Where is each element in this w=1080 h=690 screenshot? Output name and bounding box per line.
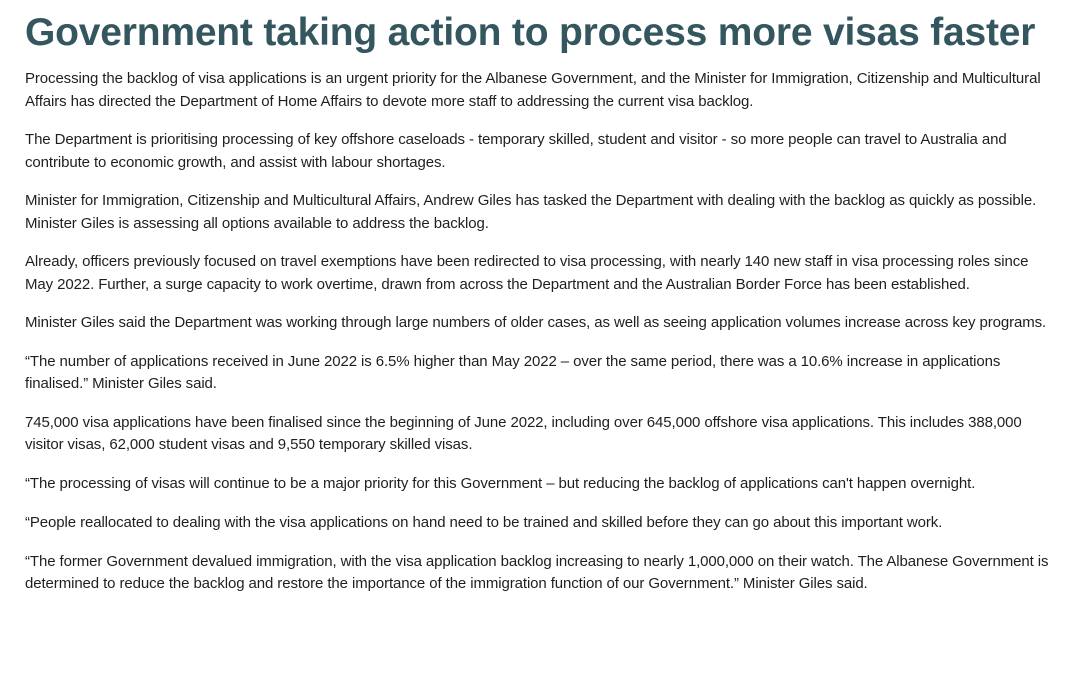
article-paragraph: “The processing of visas will continue to be a major priority for this Government – but reducing the backlog of applications can't happen overnight. [25, 474, 976, 492]
article-paragraph: Minister for Immigration, Citizenship and Multicultural Affairs, Andrew Giles has tasked the Department with dealing with the backlog as quickly as possible. Minister Giles is assessing all options available to address the backlog. [25, 192, 1037, 232]
article-paragraph: “The number of applications received in June 2022 is 6.5% higher than May 2022 – over the same period, there was a 10.6% increase in applications finalised.” Minister Giles said. [25, 352, 1001, 392]
article-paragraph: Processing the backlog of visa applications is an urgent priority for the Albanese Government, and the Minister for Immigration, Citizenship and Multicultural Affairs has directed the Department of Home Affairs to devote more staff to addressing the current visa backlog. [25, 70, 1041, 110]
article-paragraph: The Department is prioritising processing of key offshore caseloads - temporary skilled, student and visitor - so more people can travel to Australia and contribute to economic growth, and assist with labour shortages. [25, 131, 1007, 171]
article-paragraph: Already, officers previously focused on travel exemptions have been redirected to visa processing, with nearly 140 new staff in visa processing roles since May 2022. Further, a surge capacity to work overtime, drawn from across the Department and the Australian Border Force has been established. [25, 253, 1029, 293]
article-paragraph: Minister Giles said the Department was working through large numbers of older cases, as well as seeing application volumes increase across key programs. [25, 314, 1047, 331]
article-paragraph: “People reallocated to dealing with the visa applications on hand need to be trained and skilled before they can go about this important work. [25, 514, 943, 531]
article-paragraph: “The former Government devalued immigration, with the visa application backlog increasing to nearly 1,000,000 on their watch. The Albanese Government is determined to reduce the backlog and restore the importance of the immigration function of our Government.” Minister Giles said. [25, 552, 1049, 592]
article [25, 0, 1060, 596]
article-headline: Government taking action to process more visas faster [25, 11, 1036, 54]
article-paragraph: 745,000 visa applications have been finalised since the beginning of June 2022, including over 645,000 offshore visa applications. This includes 388,000 visitor visas, 62,000 student visas and 9,550 temporary skilled visas. [25, 413, 1022, 453]
